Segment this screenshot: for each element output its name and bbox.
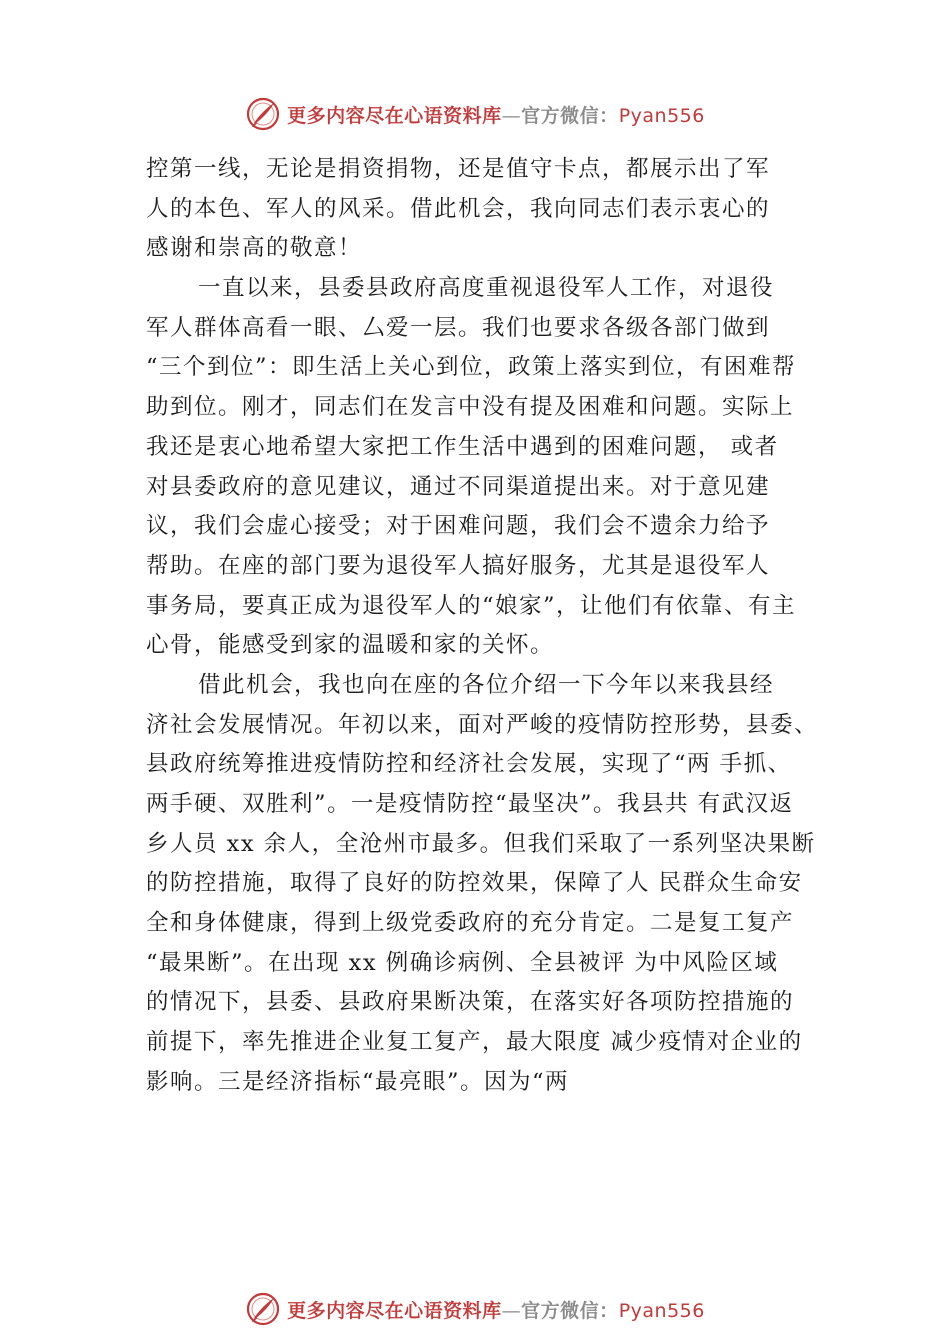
body-text-line: 的防控措施，取得了良好的防控效果，保障了人 民群众生命安 [146,870,803,897]
body-text-line: “最果断”。在出现 xx 例确诊病例、全县被评 为中风险区域 [146,949,779,976]
watermark-text [287,1296,705,1323]
body-text-line: 我还是衷心地希望大家把工作生活中遇到的困难问题， 或者 [146,433,779,460]
body-text-line: 一直以来，县委县政府高度重视退役军人工作，对退役 [198,275,775,302]
body-text-line: 县政府统筹推进疫情防控和经济社会发展，实现了“两 手抓、 [146,751,792,778]
separator-dash: — [501,104,522,127]
body-text-line: 事务局，要真正成为退役军人的“娘家”，让他们有依靠、有主 [146,592,797,619]
wechat-id: Pyan556 [618,104,705,127]
body-text-line: 的情况下，县委、县政府果断决策，在落实好各项防控措施的 [146,989,795,1016]
brand-text: 更多内容尽在心语资料库 [287,1299,502,1322]
watermark-text [287,101,705,128]
body-text-line: 心骨，能感受到家的温暖和家的关怀。 [146,632,555,659]
body-text-line: 借此机会，我也向在座的各位介绍一下今年以来我县经 [198,671,775,698]
body-text-line: 军人群体高看一眼、厶爱一层。我们也要求各级各部门做到 [146,314,771,341]
body-text-line: 感谢和崇高的敬意！ [146,235,363,262]
header-watermark-banner [0,92,950,136]
body-text-line: 控第一线，无论是捐资捐物，还是值守卡点，都展示出了军 [146,156,771,182]
separator-dash: — [501,1299,522,1322]
body-text-line: 助到位。刚才，同志们在发言中没有提及困难和问题。实际上 [146,394,795,421]
body-text-line: 人的本色、军人的风采。借此机会，我向同志们表示衷心的 [146,195,771,222]
body-text-line: 乡人员 xx 余人，全沧州市最多。但我们采取了一系列坚决果断 [146,830,816,857]
wechat-label: 官方微信： [521,104,619,127]
brand-text: 更多内容尽在心语资料库 [287,104,502,127]
body-text-line: 全和身体健康，得到上级党委政府的充分肯定。二是复工复产 [146,910,795,937]
body-text-line: 两手硬、双胜利”。一是疫情防控“最坚决”。我县共 有武汉返 [146,791,794,817]
body-text-line: 前提下，率先推进企业复工复产，最大限度 减少疫情对企业的 [146,1029,803,1056]
body-text-line: “三个到位”：即生活上关心到位，政策上落实到位，有困难帮 [146,354,797,381]
body-text-line: 帮助。在座的部门要为退役军人搞好服务，尤其是退役军人 [146,552,771,579]
quill-seal-logo [245,96,281,132]
wechat-label: 官方微信： [521,1299,619,1322]
body-text-line: 影响。三是经济指标“最亮眼”。因为“两 [146,1068,570,1095]
wechat-id: Pyan556 [618,1299,705,1322]
body-text-line: 济社会发展情况。年初以来，面对严峻的疫情防控形势，县委、 [146,711,819,738]
footer-watermark-banner [0,1287,950,1331]
document-body [146,150,846,1103]
body-text-line: 对县委政府的意见建议，通过不同渠道提出来。对于意见建 [146,473,771,500]
body-text-line: 议，我们会虚心接受；对于困难问题，我们会不遗余力给予 [146,513,771,540]
quill-seal-logo [245,1291,281,1327]
